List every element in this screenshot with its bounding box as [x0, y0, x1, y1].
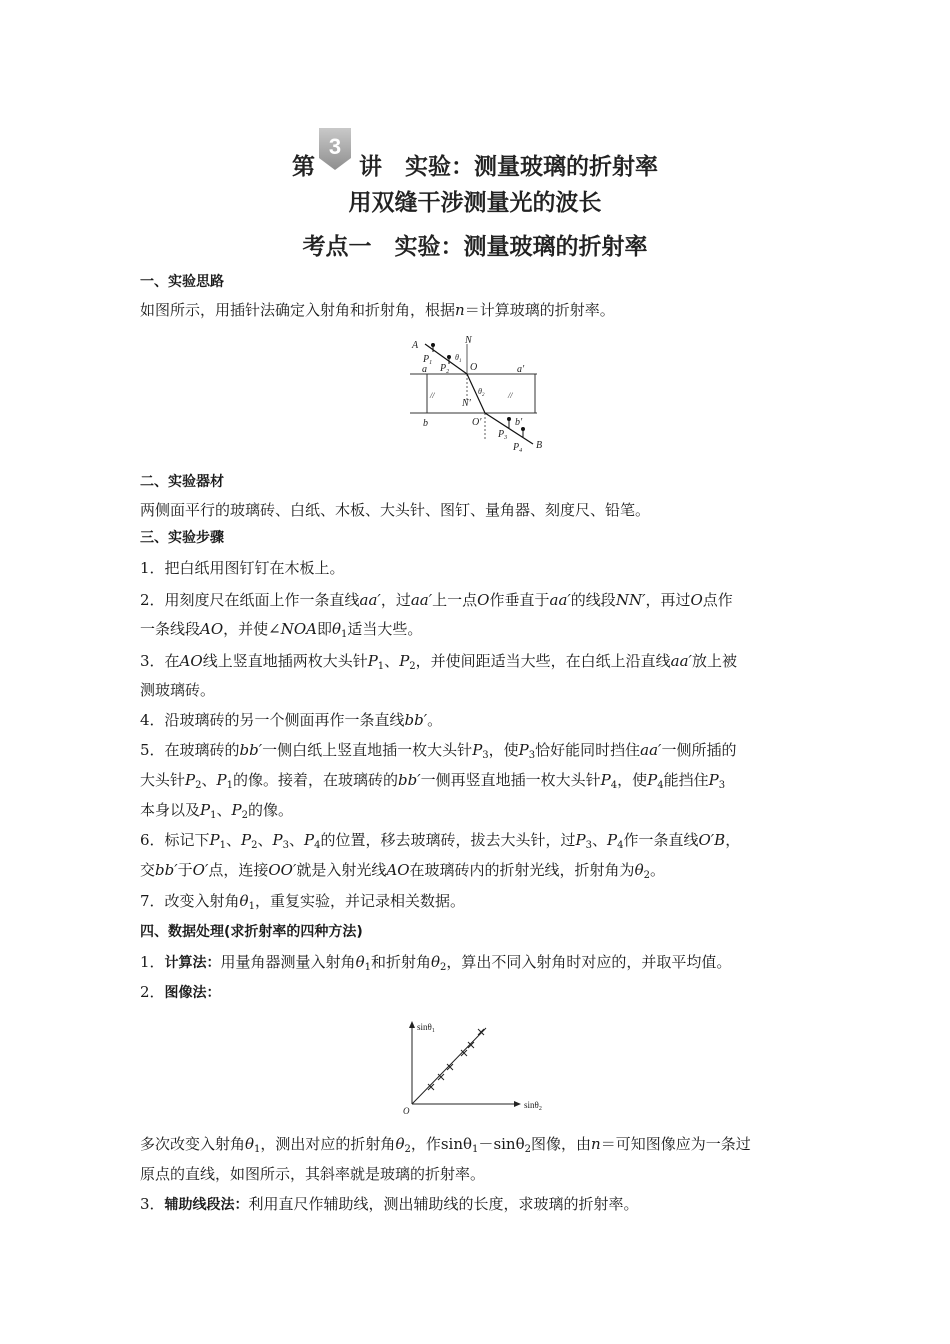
- label-N-prime: N′: [462, 398, 471, 409]
- label-b-prime: b′: [515, 417, 523, 428]
- step-7: 7．改变入射角$\theta_1$，重复实验，并记录相关数据。: [140, 892, 465, 912]
- step-2-line1: 2．用刻度尺在纸面上作一条直线aa′，过aa′上一点O作垂直于aa′的线段NN′，再过O点作: [140, 591, 733, 609]
- heading-data-processing: 四、数据处理(求折射率的四种方法): [140, 924, 363, 940]
- heading-steps: 三、实验步骤: [140, 530, 224, 546]
- hatch-mark-right: //: [508, 391, 513, 400]
- label-theta2: $\theta_2$: [478, 387, 485, 398]
- method-1: 1．计算法：用量角器测量入射角$\theta_1$和折射角$\theta_2$，算出不同入射角时对应的，并取平均值。: [140, 953, 732, 973]
- label-O-prime: O′: [472, 417, 482, 428]
- step-1: 1．把白纸用图钉钉在木板上。: [140, 559, 345, 577]
- step-4: 4．沿玻璃砖的另一个侧面再作一条直线bb′。: [140, 711, 443, 729]
- y-axis-arrow: [409, 1021, 415, 1028]
- hatch-mark-left: //: [430, 391, 435, 400]
- sin-graph: [398, 1018, 558, 1118]
- title-prefix: 第: [292, 154, 315, 180]
- label-b: b: [423, 418, 428, 429]
- step-3-line1: 3．在AO线上竖直地插两枚大头针$P_1$、$P_2$，并使间距适当大些，在白纸上沿直线aa′放上被: [140, 652, 737, 672]
- graph-method-text-line2: 原点的直线，如图所示，其斜率就是玻璃的折射率。: [140, 1165, 486, 1183]
- title-line1: 讲 实验：测量玻璃的折射率: [359, 154, 658, 180]
- step-5-line1: 5．在玻璃砖的bb′一侧白纸上竖直地插一枚大头针$P_3$，使$P_3$恰好能同时挡住aa′一侧所插的: [140, 741, 737, 761]
- pin-P3: [507, 417, 511, 421]
- x-axis-arrow: [514, 1101, 521, 1107]
- label-P1: $P_1$: [423, 354, 433, 366]
- y-axis-label: sinθ$_1$: [417, 1022, 435, 1034]
- label-N: N: [465, 336, 472, 346]
- label-A: A: [412, 340, 419, 351]
- step-5-line2: 大头针$P_2$、$P_1$的像。接着，在玻璃砖的bb′一侧再竖直地插一枚大头针$P_4$，使$P_4$能挡住$P_3$: [140, 771, 726, 791]
- heading-approach: 一、实验思路: [140, 274, 224, 290]
- lecture-title: [0, 134, 950, 181]
- label-a: a: [422, 364, 427, 375]
- lecture-number-badge: [317, 134, 353, 180]
- section-title: 考点一 实验：测量玻璃的折射率: [302, 234, 648, 260]
- pin-P1: [431, 343, 435, 347]
- step-6-line2: 交bb′于O′点，连接OO′就是入射光线AO在玻璃砖内的折射光线，折射角为$\theta_2$。: [140, 861, 665, 881]
- title-line2: 用双缝干涉测量光的波长: [348, 190, 602, 216]
- approach-text: 如图所示，用插针法确定入射角和折射角，根据n＝计算玻璃的折射率。: [140, 301, 615, 319]
- step-5-line3: 本身以及$P_1$、$P_2$的像。: [140, 801, 293, 821]
- x-axis-label: sinθ$_2$: [524, 1100, 542, 1112]
- lecture-number: 3: [328, 134, 342, 159]
- method-3: 3．辅助线段法：利用直尺作辅助线，测出辅助线的长度，求玻璃的折射率。: [140, 1195, 639, 1213]
- label-a-prime: a′: [517, 364, 525, 375]
- label-P4: $P_4$: [513, 442, 523, 454]
- step-3-line2: 测玻璃砖。: [140, 681, 216, 699]
- label-O: O: [470, 362, 478, 373]
- origin-label: O: [403, 1106, 410, 1116]
- pin-P2: [447, 355, 451, 359]
- equipment-text: 两侧面平行的玻璃砖、白纸、木板、大头针、图钉、量角器、刻度尺、铅笔。: [140, 501, 651, 519]
- method-2: 2．图像法：: [140, 983, 221, 1001]
- heading-equipment: 二、实验器材: [140, 474, 224, 490]
- refraction-pin-diagram: [405, 336, 555, 456]
- step-2-line2: 一条线段AO，并使∠NOA即$\theta_1$适当大些。: [140, 620, 423, 640]
- label-P3: $P_3$: [498, 429, 508, 441]
- graph-method-text-line1: 多次改变入射角$\theta_1$，测出对应的折射角$\theta_2$，作sinθ$_1$－sinθ$_2$图像，由n＝可知图像应为一条过: [140, 1135, 751, 1155]
- label-theta1: $\theta_1$: [455, 353, 462, 364]
- data-point: [478, 1029, 484, 1035]
- step-6-line1: 6．标记下$P_1$、$P_2$、$P_3$、$P_4$的位置，移去玻璃砖，拔去大头针，过$P_3$、$P_4$作一条直线O′B，: [140, 831, 741, 851]
- label-P2: $P_2$: [440, 363, 450, 375]
- label-B: B: [536, 440, 543, 451]
